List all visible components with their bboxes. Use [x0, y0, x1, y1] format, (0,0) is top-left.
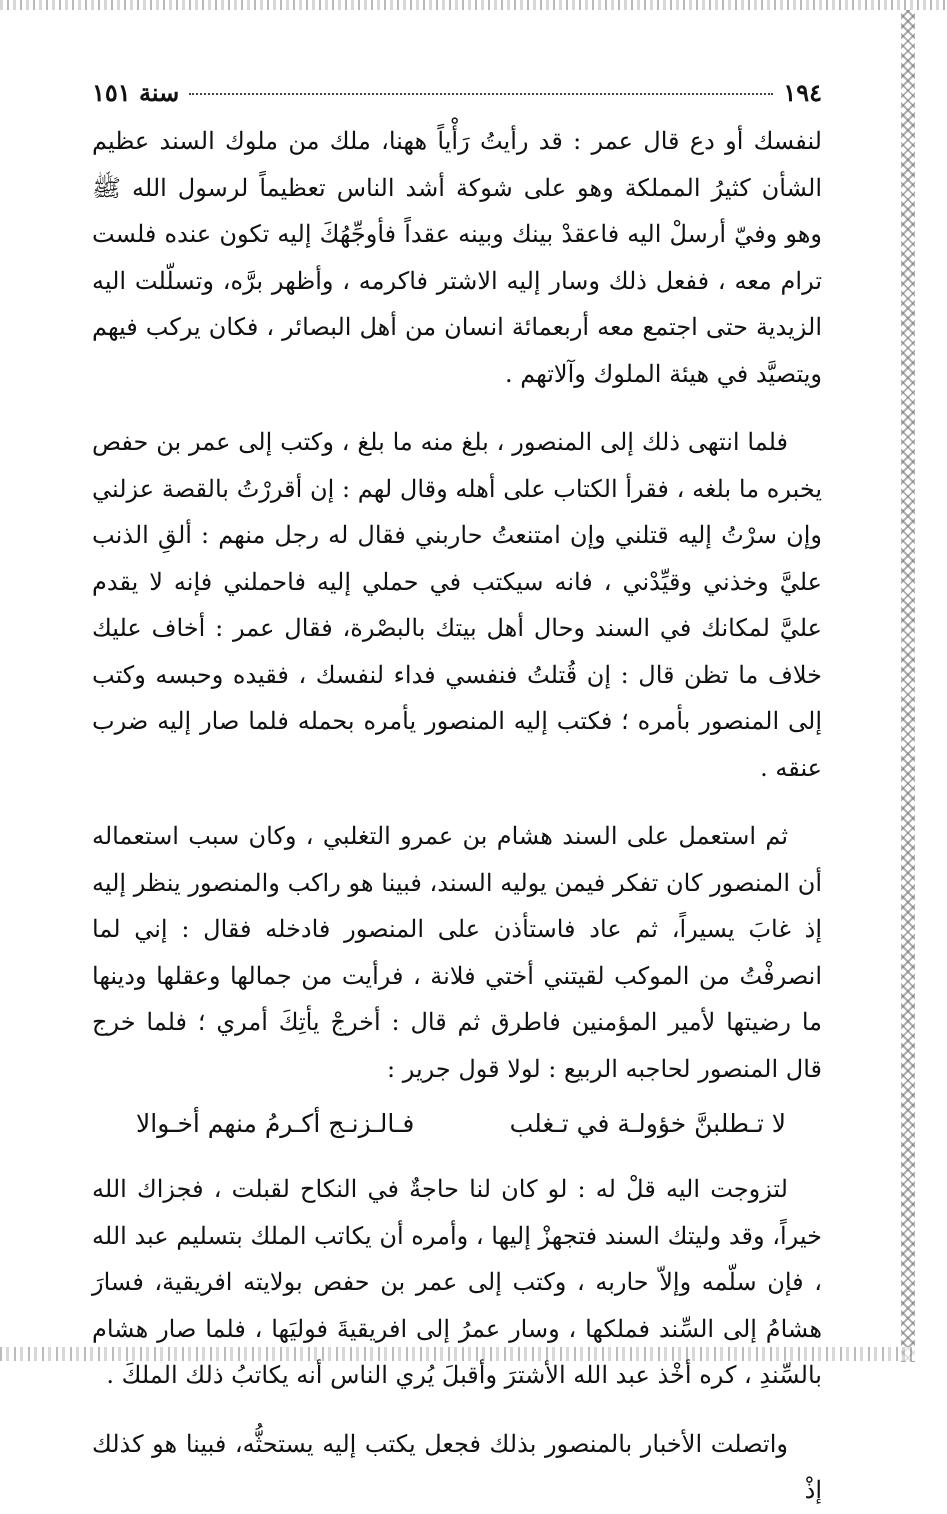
scan-border-right [901, 10, 915, 1362]
paragraph-2: فلما انتهى ذلك إلى المنصور ، بلغ منه ما بلغ ، وكتب إلى عمر بن حفص يخبره ما بلغه ، فقرأ الكتاب على أهله وقال لهم : إن أقررْتُ بالقصة عزلني وإن سرْتُ إليه قتلني وإن امتنعتُ حاربني فقال له رجل منهم : ألقِ الذنب عليَّ وخذني وقيِّدْني ، فانه سيكتب في حملي إليه فاحملني فإنه لا يقدم عليَّ لمكانك في السند وحال أهل بيتك بالبصْرة، فقال عمر : أخاف عليك خلاف ما تظن قال : إن قُتلتُ فنفسي فداء لنفسك ، فقيده وحبسه وكتب إلى المنصور بأمره ؛ فكتب إليه المنصور يأمره بحمله فلما صار إليه ضرب عنقه . [92, 428, 822, 782]
poetry-verse [92, 1092, 822, 1144]
paragraph-4: لتزوجت اليه قلْ له : لو كان لنا حاجةٌ في النكاح لقبلت ، فجزاك الله خيراً، وقد وليتك السند فتجهزْ إليها ، وأمره أن يكاتب الملك بتسليم عبد الله ، فإن سلّمه وإلاّ حاربه ، وكتب إلى عمر بن حفص بولايته افريقية، فسارَ هشامُ إلى السِّند فملكها ، وسار عمرُ إلى افريقيةَ فوليَها ، فلما صار هشام بالسِّندِ ، كره أخْذ عبد الله الأشترَ وأقبلَ يُري الناس أنه يكاتبُ ذلك الملكَ . [92, 1175, 823, 1389]
running-head [92, 78, 822, 118]
verse-first-hemistich: لا تـطلبنَّ خؤولـة في تـغلب [509, 1109, 786, 1138]
paragraph-spacer [92, 1399, 822, 1421]
header-dot-leader [189, 93, 773, 95]
paragraph-1: لنفسك أو دع قال عمر : قد رأيتُ رَأْياً ههنا، ملك من ملوك السند عظيم الشأن كثيرُ المملكة وهو على شوكة أشد الناس تعظيماً لرسول الله ﷺ وهو وفيّ أرسلْ اليه فاعقدْ بينك وبينه عقداً فأوجِّهُكَ إليه تكون عنده فلست ترام معه ، ففعل ذلك وسار إليه الاشتر فاكرمه ، وأظهر برَّه، وتسلّلت اليه الزيدية حتى اجتمع معه أربعمائة انسان من أهل البصائر ، فكان يركب فيهم ويتصيَّد في هيئة الملوك وآلاتهم . [92, 127, 822, 388]
paragraph-spacer [92, 791, 822, 813]
paragraph-spacer [92, 397, 822, 419]
paragraph-3: ثم استعمل على السند هشام بن عمرو التغلبي ، وكان سبب استعماله أن المنصور كان تفكر فيمن يوليه السند، فبينا هو راكب والمنصور ينظر إليه إذ غابَ يسيراً، ثم عاد فاستأذن على المنصور فادخله فقال : إني لما انصرفْتُ من الموكب لقيتني أختي فلانة ، فرأيت من جمالها وعقلها ودينها ما رضيتها لأمير المؤمنين فاطرق ثم قال : أخرجْ يأتِكَ أمري ؛ فلما خرج قال المنصور لحاجبه الربيع : لولا قول جرير : [92, 822, 822, 1083]
page-number: ١٩٤ [783, 78, 822, 107]
year-label: سنة ١٥١ [92, 78, 180, 107]
book-page [92, 78, 822, 1514]
paragraph-spacer [92, 1144, 822, 1166]
scan-border-top [0, 0, 947, 10]
verse-second-hemistich: فـالـزنـج أكـرمُ منهم أخـوالا [136, 1109, 415, 1138]
paragraph-5: واتصلت الأخبار بالمنصور بذلك فجعل يكتب إليه يستحثُّه، فبينا هو كذلك إذْ [92, 1429, 822, 1504]
